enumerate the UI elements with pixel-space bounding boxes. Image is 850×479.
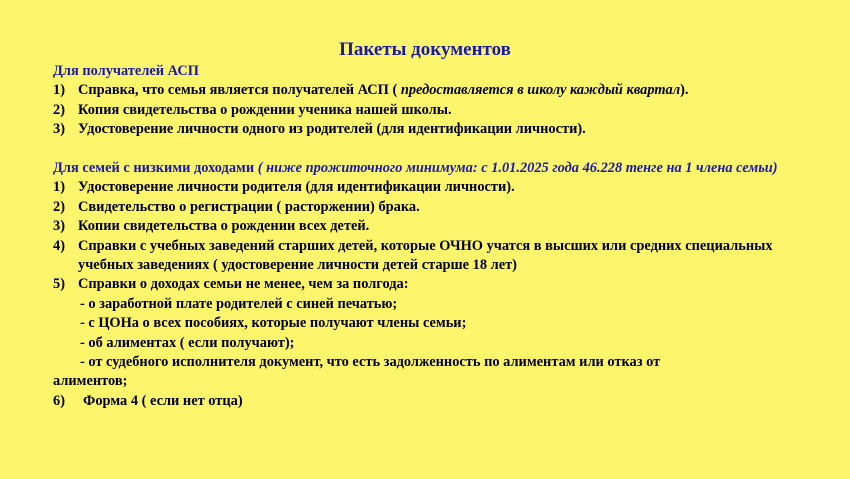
list-item bbox=[53, 217, 798, 236]
sub-list-item: - об алиментах ( если получают); bbox=[80, 334, 295, 351]
list-item bbox=[53, 81, 798, 100]
section2-heading-text: Для семей с низкими доходами bbox=[53, 160, 255, 177]
list-text: Удостоверение личности родителя (для идентификации личности). bbox=[78, 179, 515, 196]
sub-list-item: - от судебного исполнителя документ, что есть задолженность по алиментам или отказ от bbox=[80, 354, 661, 371]
list-item bbox=[53, 178, 798, 197]
text-part: ). bbox=[680, 82, 689, 99]
list-number: 1) bbox=[53, 82, 65, 99]
text-part: Справка, что семья является получателей АСП ( bbox=[78, 82, 401, 99]
list-item bbox=[53, 392, 798, 411]
section1-heading: Для получателей АСП bbox=[53, 63, 199, 79]
list-text: Свидетельство о регистрации ( расторжении) брака. bbox=[78, 198, 420, 215]
list-text: Копии свидетельства о рождении всех детей. bbox=[78, 218, 370, 235]
spacer bbox=[53, 140, 798, 159]
list-number: 1) bbox=[53, 179, 65, 196]
list-text: Копия свидетельства о рождении ученика нашей школы. bbox=[78, 101, 452, 118]
section2-heading-note: ( ниже прожиточного минимума: с 1.01.2025 года 46.228 тенге на 1 члена семьи) bbox=[257, 160, 778, 177]
list-item bbox=[53, 120, 798, 139]
list-item bbox=[53, 198, 798, 217]
list-text: Справки о доходах семьи не менее, чем за полгода: bbox=[78, 276, 409, 293]
list-item bbox=[53, 275, 798, 294]
list-number: 6) bbox=[53, 392, 65, 409]
sub-list-continuation: алиментов; bbox=[53, 373, 128, 390]
sub-list-item: - с ЦОНа о всех пособиях, которые получают члены семьи; bbox=[80, 315, 467, 332]
page-title: Пакеты документов bbox=[339, 39, 511, 60]
list-text: Форма 4 ( если нет отца) bbox=[83, 392, 243, 409]
list-text: Справки с учебных заведений старших детей, которые ОЧНО учатся в высших или средних специальных учебных заведениях ( удостоверение личности детей старше 18 лет) bbox=[78, 237, 773, 274]
list-number: 3) bbox=[53, 218, 65, 235]
section2-heading bbox=[53, 159, 798, 178]
list-number: 5) bbox=[53, 276, 65, 293]
list-number: 2) bbox=[53, 198, 65, 215]
list-number: 4) bbox=[53, 237, 65, 254]
document-body bbox=[53, 62, 798, 411]
list-item bbox=[53, 101, 798, 120]
list-text bbox=[78, 81, 798, 100]
list-text: Удостоверение личности одного из родителей (для идентификации личности). bbox=[78, 121, 586, 138]
list-number: 2) bbox=[53, 101, 65, 118]
italic-note: предоставляется в школу каждый квартал bbox=[400, 82, 681, 99]
list-number: 3) bbox=[53, 121, 65, 138]
sub-list-item: - о заработной плате родителей с синей печатью; bbox=[80, 295, 398, 312]
list-item bbox=[53, 237, 798, 276]
